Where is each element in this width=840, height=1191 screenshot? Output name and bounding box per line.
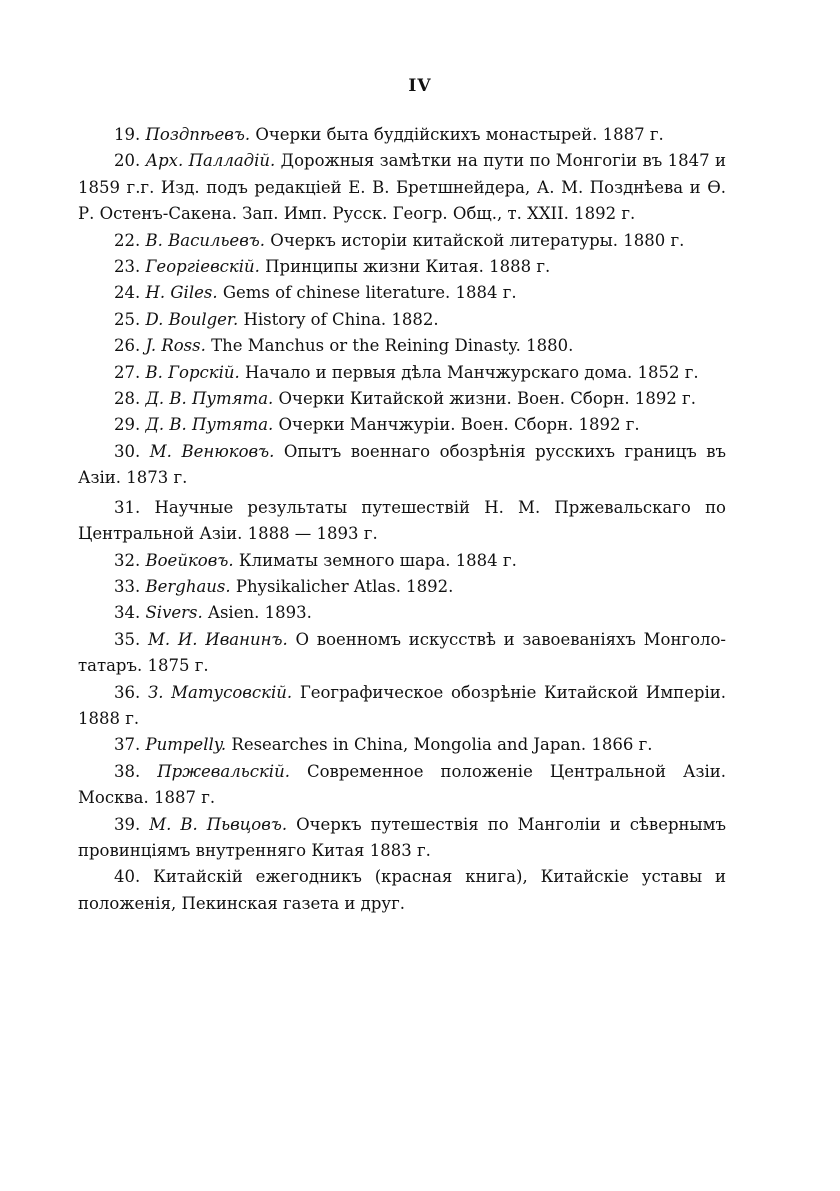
bibliography-entry: 32. Воейковъ. Климаты земного шара. 1884 г. xyxy=(114,550,517,570)
bibliography-entry: 24. H. Giles. Gems of chinese literature. 1884 г. xyxy=(114,283,517,303)
bibliography-entry: 19. Поздпѣевъ. Очерки быта буддійскихъ монастырей. 1887 г. xyxy=(114,125,664,144)
bibliography-entry: 22. В. Васильевъ. Очеркъ исторіи китайской литературы. 1880 г. xyxy=(114,230,685,250)
bibliography-entry: 39. М. В. Пьвцовъ. Очеркъ путешествія по Манголіи и сѣвернымъ провинціямъ внутренняго Китая 1883 г. xyxy=(78,814,726,860)
bibliography-entry: 30. М. Венюковъ. Опытъ военнаго обозрѣнія русскихъ границъ въ Азіи. 1873 г. xyxy=(78,441,727,488)
bibliography-entry: 35. М. И. Иванинъ. О военномъ искусствѣ и завоеваніяхъ Монголо-татаръ. 1875 г. xyxy=(78,629,727,676)
bibliography-entry: 37. Pumpelly. Researches in China, Mongolia and Japan. 1866 г. xyxy=(114,735,653,755)
page-number: IV xyxy=(408,76,432,96)
bibliography-entry: 25. D. Boulger. History of China. 1882. xyxy=(114,309,439,329)
bibliography-entry: 36. З. Матусовскій. Географическое обозрѣніе Китайской Имперіи. 1888 г. xyxy=(78,682,726,728)
bibliography-entry: 38. Пржевальскій. Современное положеніе Центральной Азіи. Москва. 1887 г. xyxy=(78,761,726,808)
bibliography-entry: 26. J. Ross. The Manchus or the Reining Dinasty. 1880. xyxy=(114,336,574,356)
bibliography-entry: 28. Д. В. Путята. Очерки Китайской жизни. Воен. Сборн. 1892 г. xyxy=(114,389,696,409)
bibliography-entry: 33. Berghaus. Physikalicher Atlas. 1892. xyxy=(114,576,454,596)
bibliography-entry: 40. Китайскій ежегодникъ (красная книга), Китайскіе уставы и положенія, Пекинская газета и друг. xyxy=(78,867,726,913)
bibliography-entry: 31. Научные результаты путешествій Н. М. Пржевальскаго по Центральной Азіи. 1888 — 1893 г. xyxy=(78,497,726,544)
bibliography-entry: 20. Арх. Палладій. Дорожныя замѣтки на пути по Монгогіи въ 1847 и 1859 г.г. Изд. подъ редакціей Е. В. Бретшнейдера, А. М. Позднѣева и Ѳ. Р. Остенъ-Сакена. Зап. Имп. Русск. Геогр. Общ., т. XXII. 1892 г. xyxy=(78,151,726,224)
bibliography-entry: 27. В. Горскій. Начало и первыя дѣла Манчжурскаго дома. 1852 г. xyxy=(114,362,699,382)
bibliography-entry: 23. Георгіевскій. Принципы жизни Китая. 1888 г. xyxy=(114,257,551,277)
bibliography-entry: 29. Д. В. Путята. Очерки Манчжуріи. Воен. Сборн. 1892 г. xyxy=(114,415,640,435)
bibliography-list xyxy=(78,122,726,917)
bibliography-entry: 34. Sivers. Asien. 1893. xyxy=(114,603,312,623)
